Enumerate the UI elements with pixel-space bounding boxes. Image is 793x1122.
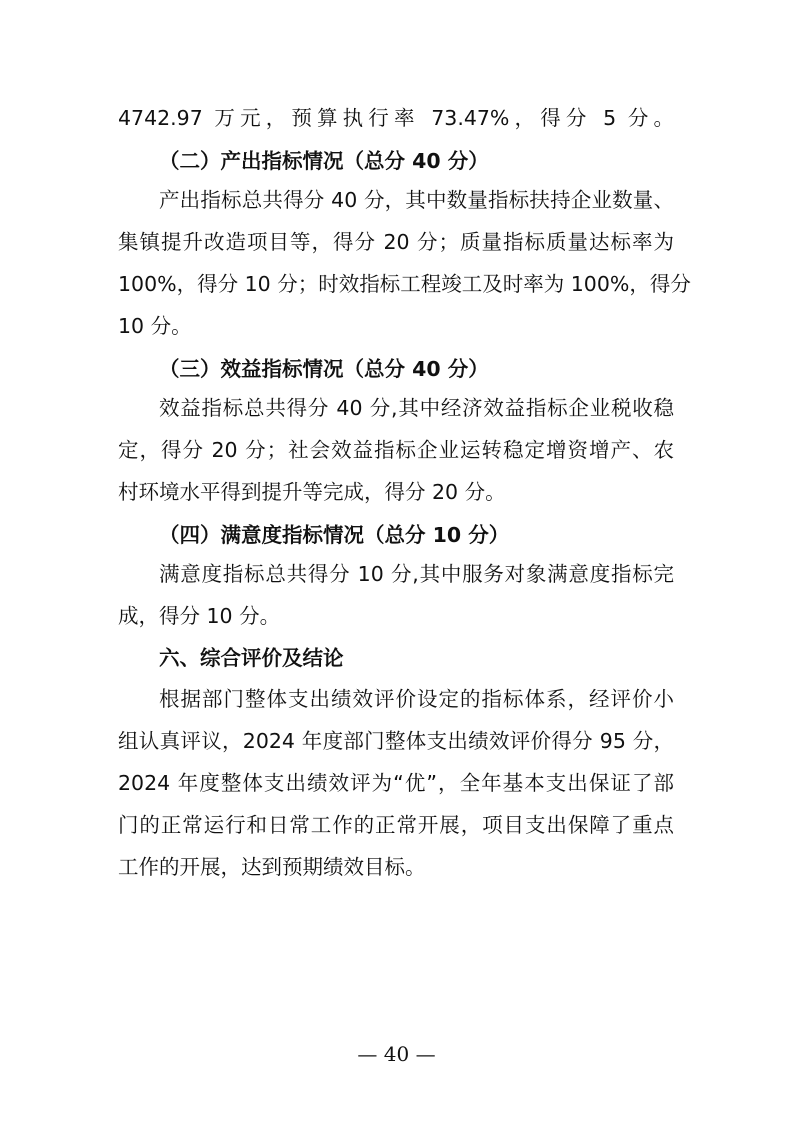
conclusion-paragraph-line: 门的正常运行和日常工作的正常开展，项目支出保障了重点 [118,813,674,837]
conclusion-paragraph-line: 组认真评议，2024 年度部门整体支出绩效评价得分 95 分， [118,729,674,753]
benefit-paragraph-line: 定，得分 20 分；社会效益指标企业运转稳定增资增产、农 [118,438,674,462]
conclusion-paragraph-line: 工作的开展，达到预期绩效目标。 [118,855,426,879]
continuation-paragraph: 4742.97 万元，预算执行率 73.47%，得分 5 分。 [118,106,674,130]
output-indicator-heading: （二）产出指标情况（总分 40 分） [159,149,489,173]
satisfaction-paragraph-line: 成，得分 10 分。 [118,604,281,628]
output-paragraph-line: 产出指标总共得分 40 分，其中数量指标扶持企业数量、 [159,188,674,212]
benefit-paragraph-line: 村环境水平得到提升等完成，得分 20 分。 [118,480,506,504]
benefit-paragraph-line: 效益指标总共得分 40 分,其中经济效益指标企业税收稳 [159,396,674,420]
satisfaction-paragraph-line: 满意度指标总共得分 10 分,其中服务对象满意度指标完 [159,562,674,586]
conclusion-paragraph-line: 2024 年度整体支出绩效评为“优”，全年基本支出保证了部 [118,771,674,795]
output-paragraph-line: 100%，得分 10 分；时效指标工程竣工及时率为 100%，得分 [118,272,691,296]
output-paragraph-line: 集镇提升改造项目等，得分 20 分；质量指标质量达标率为 [118,230,674,254]
satisfaction-indicator-heading: （四）满意度指标情况（总分 10 分） [159,523,510,547]
conclusion-paragraph-line: 根据部门整体支出绩效评价设定的指标体系，经评价小 [159,687,674,711]
output-paragraph-line: 10 分。 [118,314,192,338]
page-number: — 40 — [357,1042,436,1066]
benefit-indicator-heading: （三）效益指标情况（总分 40 分） [159,357,489,381]
conclusion-heading: 六、综合评价及结论 [159,646,344,670]
